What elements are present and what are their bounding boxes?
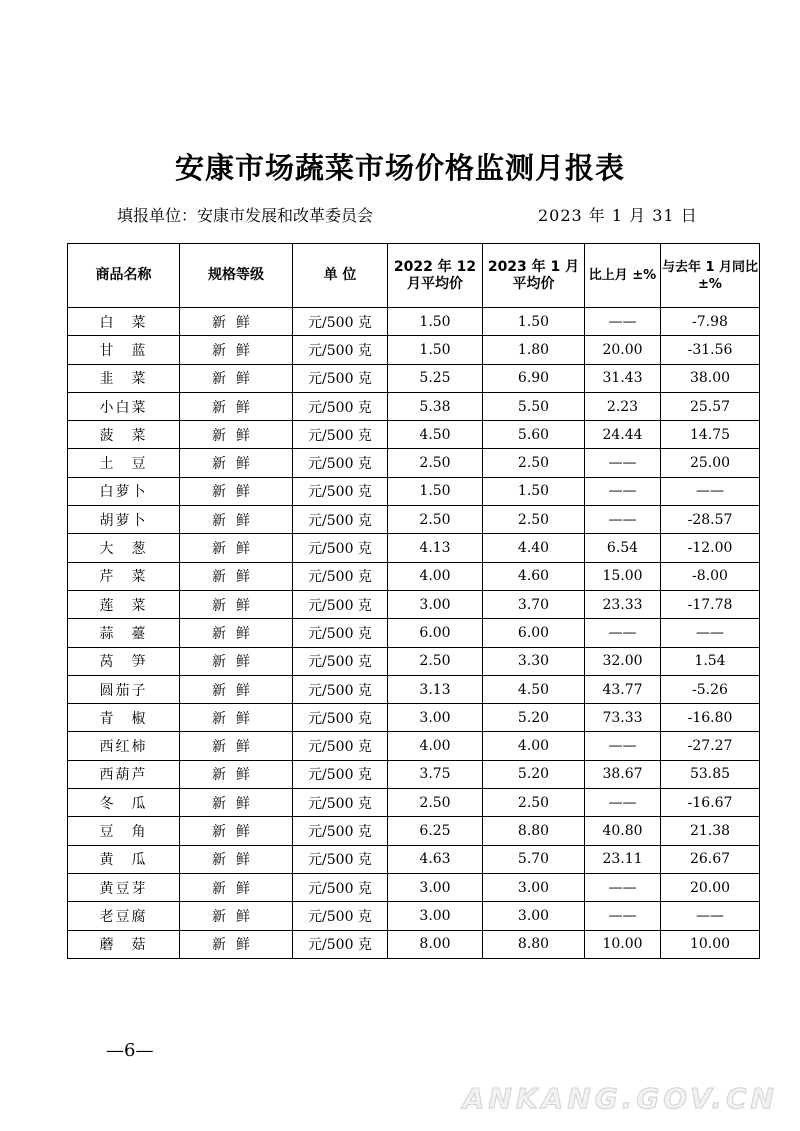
cell-unit: 元/500 克 bbox=[293, 336, 388, 364]
cell-mom: 10.00 bbox=[585, 930, 661, 958]
cell-name: 黄豆芽 bbox=[68, 873, 180, 901]
cell-jan-avg: 1.80 bbox=[483, 336, 585, 364]
cell-dec-avg: 3.00 bbox=[388, 590, 483, 618]
cell-unit: 元/500 克 bbox=[293, 421, 388, 449]
cell-grade: 新鲜 bbox=[180, 732, 293, 760]
cell-dec-avg: 6.00 bbox=[388, 619, 483, 647]
header-unit: 单 位 bbox=[293, 244, 388, 308]
cell-yoy: 10.00 bbox=[661, 930, 760, 958]
table-row bbox=[68, 421, 760, 449]
cell-mom: 2.23 bbox=[585, 392, 661, 420]
cell-mom: —— bbox=[585, 308, 661, 336]
cell-yoy: —— bbox=[661, 619, 760, 647]
table-row bbox=[68, 675, 760, 703]
cell-unit: 元/500 克 bbox=[293, 930, 388, 958]
cell-unit: 元/500 克 bbox=[293, 477, 388, 505]
table-row bbox=[68, 732, 760, 760]
cell-dec-avg: 4.63 bbox=[388, 845, 483, 873]
cell-unit: 元/500 克 bbox=[293, 760, 388, 788]
cell-yoy: -8.00 bbox=[661, 562, 760, 590]
cell-dec-avg: 1.50 bbox=[388, 336, 483, 364]
cell-dec-avg: 5.38 bbox=[388, 392, 483, 420]
cell-name: 大 葱 bbox=[68, 534, 180, 562]
cell-mom: —— bbox=[585, 902, 661, 930]
cell-name: 黄 瓜 bbox=[68, 845, 180, 873]
cell-grade: 新鲜 bbox=[180, 873, 293, 901]
cell-unit: 元/500 克 bbox=[293, 562, 388, 590]
table-row bbox=[68, 477, 760, 505]
table-row bbox=[68, 562, 760, 590]
cell-name: 西葫芦 bbox=[68, 760, 180, 788]
cell-unit: 元/500 克 bbox=[293, 308, 388, 336]
cell-unit: 元/500 克 bbox=[293, 675, 388, 703]
cell-name: 老豆腐 bbox=[68, 902, 180, 930]
cell-grade: 新鲜 bbox=[180, 590, 293, 618]
price-table bbox=[67, 243, 760, 959]
cell-name: 白 菜 bbox=[68, 308, 180, 336]
fill-unit: 填报单位：安康市发展和改革委员会 bbox=[117, 206, 374, 225]
table-row bbox=[68, 308, 760, 336]
cell-mom: 23.11 bbox=[585, 845, 661, 873]
cell-jan-avg: 2.50 bbox=[483, 789, 585, 817]
cell-dec-avg: 2.50 bbox=[388, 789, 483, 817]
cell-jan-avg: 3.00 bbox=[483, 902, 585, 930]
cell-name: 冬 瓜 bbox=[68, 789, 180, 817]
cell-jan-avg: 4.50 bbox=[483, 675, 585, 703]
cell-mom: —— bbox=[585, 732, 661, 760]
cell-unit: 元/500 克 bbox=[293, 902, 388, 930]
cell-mom: 6.54 bbox=[585, 534, 661, 562]
cell-yoy: —— bbox=[661, 902, 760, 930]
table-row bbox=[68, 930, 760, 958]
cell-dec-avg: 2.50 bbox=[388, 506, 483, 534]
report-title: 安康市场蔬菜市场价格监测月报表 bbox=[174, 151, 625, 185]
cell-dec-avg: 6.25 bbox=[388, 817, 483, 845]
cell-unit: 元/500 克 bbox=[293, 873, 388, 901]
cell-grade: 新鲜 bbox=[180, 477, 293, 505]
cell-mom: 43.77 bbox=[585, 675, 661, 703]
table-row bbox=[68, 506, 760, 534]
cell-yoy: 38.00 bbox=[661, 364, 760, 392]
cell-yoy: 25.00 bbox=[661, 449, 760, 477]
cell-dec-avg: 4.13 bbox=[388, 534, 483, 562]
cell-grade: 新鲜 bbox=[180, 675, 293, 703]
cell-yoy: -12.00 bbox=[661, 534, 760, 562]
cell-mom: —— bbox=[585, 619, 661, 647]
table-row bbox=[68, 817, 760, 845]
cell-name: 蘑 菇 bbox=[68, 930, 180, 958]
cell-grade: 新鲜 bbox=[180, 704, 293, 732]
table-row bbox=[68, 760, 760, 788]
cell-unit: 元/500 克 bbox=[293, 732, 388, 760]
cell-grade: 新鲜 bbox=[180, 619, 293, 647]
cell-grade: 新鲜 bbox=[180, 817, 293, 845]
cell-jan-avg: 6.00 bbox=[483, 619, 585, 647]
cell-jan-avg: 1.50 bbox=[483, 477, 585, 505]
header-jan-avg: 2023 年 1 月平均价 bbox=[483, 244, 585, 308]
header-grade: 规格等级 bbox=[180, 244, 293, 308]
table-row bbox=[68, 392, 760, 420]
cell-grade: 新鲜 bbox=[180, 647, 293, 675]
cell-dec-avg: 3.00 bbox=[388, 873, 483, 901]
cell-name: 甘 蓝 bbox=[68, 336, 180, 364]
cell-grade: 新鲜 bbox=[180, 336, 293, 364]
table-row bbox=[68, 647, 760, 675]
cell-jan-avg: 4.40 bbox=[483, 534, 585, 562]
cell-jan-avg: 4.00 bbox=[483, 732, 585, 760]
cell-unit: 元/500 克 bbox=[293, 619, 388, 647]
table-row bbox=[68, 845, 760, 873]
cell-mom: 20.00 bbox=[585, 336, 661, 364]
cell-mom: —— bbox=[585, 506, 661, 534]
cell-name: 小白菜 bbox=[68, 392, 180, 420]
cell-dec-avg: 4.00 bbox=[388, 562, 483, 590]
cell-grade: 新鲜 bbox=[180, 392, 293, 420]
cell-grade: 新鲜 bbox=[180, 449, 293, 477]
cell-unit: 元/500 克 bbox=[293, 704, 388, 732]
cell-jan-avg: 8.80 bbox=[483, 930, 585, 958]
cell-mom: 23.33 bbox=[585, 590, 661, 618]
cell-yoy: -5.26 bbox=[661, 675, 760, 703]
cell-name: 圆茄子 bbox=[68, 675, 180, 703]
cell-name: 芹 菜 bbox=[68, 562, 180, 590]
cell-yoy: 20.00 bbox=[661, 873, 760, 901]
cell-jan-avg: 5.50 bbox=[483, 392, 585, 420]
table-row bbox=[68, 619, 760, 647]
cell-mom: 15.00 bbox=[585, 562, 661, 590]
table-header-row bbox=[68, 244, 760, 308]
cell-mom: —— bbox=[585, 873, 661, 901]
cell-name: 白萝卜 bbox=[68, 477, 180, 505]
cell-mom: 32.00 bbox=[585, 647, 661, 675]
cell-mom: —— bbox=[585, 449, 661, 477]
cell-dec-avg: 3.00 bbox=[388, 902, 483, 930]
cell-jan-avg: 1.50 bbox=[483, 308, 585, 336]
site-watermark: ANKANG.GOV.CN bbox=[462, 1082, 778, 1115]
table-row bbox=[68, 902, 760, 930]
page-number: —6— bbox=[106, 1040, 154, 1061]
table-row bbox=[68, 534, 760, 562]
table-row bbox=[68, 789, 760, 817]
cell-grade: 新鲜 bbox=[180, 845, 293, 873]
cell-yoy: —— bbox=[661, 477, 760, 505]
cell-mom: —— bbox=[585, 789, 661, 817]
cell-dec-avg: 4.00 bbox=[388, 732, 483, 760]
cell-name: 胡萝卜 bbox=[68, 506, 180, 534]
cell-unit: 元/500 克 bbox=[293, 817, 388, 845]
cell-name: 青 椒 bbox=[68, 704, 180, 732]
cell-name: 莴 笋 bbox=[68, 647, 180, 675]
cell-grade: 新鲜 bbox=[180, 364, 293, 392]
cell-jan-avg: 5.60 bbox=[483, 421, 585, 449]
cell-jan-avg: 3.30 bbox=[483, 647, 585, 675]
cell-dec-avg: 2.50 bbox=[388, 647, 483, 675]
cell-grade: 新鲜 bbox=[180, 421, 293, 449]
cell-grade: 新鲜 bbox=[180, 789, 293, 817]
cell-grade: 新鲜 bbox=[180, 930, 293, 958]
cell-name: 豆 角 bbox=[68, 817, 180, 845]
cell-jan-avg: 3.70 bbox=[483, 590, 585, 618]
cell-mom: 38.67 bbox=[585, 760, 661, 788]
cell-jan-avg: 8.80 bbox=[483, 817, 585, 845]
cell-name: 蒜 薹 bbox=[68, 619, 180, 647]
cell-jan-avg: 6.90 bbox=[483, 364, 585, 392]
cell-dec-avg: 1.50 bbox=[388, 477, 483, 505]
cell-mom: 40.80 bbox=[585, 817, 661, 845]
cell-unit: 元/500 克 bbox=[293, 449, 388, 477]
cell-yoy: -28.57 bbox=[661, 506, 760, 534]
cell-unit: 元/500 克 bbox=[293, 506, 388, 534]
cell-dec-avg: 5.25 bbox=[388, 364, 483, 392]
cell-yoy: -16.80 bbox=[661, 704, 760, 732]
cell-unit: 元/500 克 bbox=[293, 845, 388, 873]
cell-jan-avg: 2.50 bbox=[483, 449, 585, 477]
cell-unit: 元/500 克 bbox=[293, 364, 388, 392]
cell-unit: 元/500 克 bbox=[293, 392, 388, 420]
table-row bbox=[68, 704, 760, 732]
cell-dec-avg: 2.50 bbox=[388, 449, 483, 477]
cell-yoy: -7.98 bbox=[661, 308, 760, 336]
cell-name: 土 豆 bbox=[68, 449, 180, 477]
cell-dec-avg: 3.13 bbox=[388, 675, 483, 703]
cell-unit: 元/500 克 bbox=[293, 647, 388, 675]
cell-yoy: 25.57 bbox=[661, 392, 760, 420]
cell-name: 韭 菜 bbox=[68, 364, 180, 392]
cell-yoy: 21.38 bbox=[661, 817, 760, 845]
cell-grade: 新鲜 bbox=[180, 506, 293, 534]
cell-dec-avg: 4.50 bbox=[388, 421, 483, 449]
table-row bbox=[68, 449, 760, 477]
cell-unit: 元/500 克 bbox=[293, 789, 388, 817]
cell-name: 莲 菜 bbox=[68, 590, 180, 618]
cell-yoy: -31.56 bbox=[661, 336, 760, 364]
cell-name: 西红柿 bbox=[68, 732, 180, 760]
cell-mom: —— bbox=[585, 477, 661, 505]
table-row bbox=[68, 873, 760, 901]
cell-grade: 新鲜 bbox=[180, 534, 293, 562]
cell-grade: 新鲜 bbox=[180, 760, 293, 788]
cell-yoy: -17.78 bbox=[661, 590, 760, 618]
cell-yoy: 53.85 bbox=[661, 760, 760, 788]
table-row bbox=[68, 336, 760, 364]
cell-yoy: 26.67 bbox=[661, 845, 760, 873]
cell-yoy: -27.27 bbox=[661, 732, 760, 760]
header-mom: 比上月 ±% bbox=[585, 244, 661, 308]
report-date: 2023 年 1 月 31 日 bbox=[538, 206, 698, 225]
cell-jan-avg: 5.20 bbox=[483, 704, 585, 732]
header-yoy: 与去年 1 月同比±% bbox=[661, 244, 760, 308]
cell-jan-avg: 5.70 bbox=[483, 845, 585, 873]
table-row bbox=[68, 364, 760, 392]
header-name: 商品名称 bbox=[68, 244, 180, 308]
cell-grade: 新鲜 bbox=[180, 902, 293, 930]
cell-yoy: 14.75 bbox=[661, 421, 760, 449]
cell-mom: 31.43 bbox=[585, 364, 661, 392]
cell-name: 菠 菜 bbox=[68, 421, 180, 449]
cell-jan-avg: 3.00 bbox=[483, 873, 585, 901]
table-body bbox=[68, 308, 760, 959]
cell-mom: 24.44 bbox=[585, 421, 661, 449]
cell-mom: 73.33 bbox=[585, 704, 661, 732]
cell-grade: 新鲜 bbox=[180, 562, 293, 590]
header-dec-avg: 2022 年 12 月平均价 bbox=[388, 244, 483, 308]
cell-dec-avg: 1.50 bbox=[388, 308, 483, 336]
cell-jan-avg: 4.60 bbox=[483, 562, 585, 590]
cell-unit: 元/500 克 bbox=[293, 590, 388, 618]
cell-dec-avg: 8.00 bbox=[388, 930, 483, 958]
cell-unit: 元/500 克 bbox=[293, 534, 388, 562]
cell-dec-avg: 3.75 bbox=[388, 760, 483, 788]
cell-yoy: 1.54 bbox=[661, 647, 760, 675]
cell-grade: 新鲜 bbox=[180, 308, 293, 336]
cell-dec-avg: 3.00 bbox=[388, 704, 483, 732]
cell-jan-avg: 2.50 bbox=[483, 506, 585, 534]
cell-yoy: -16.67 bbox=[661, 789, 760, 817]
cell-jan-avg: 5.20 bbox=[483, 760, 585, 788]
table-row bbox=[68, 590, 760, 618]
